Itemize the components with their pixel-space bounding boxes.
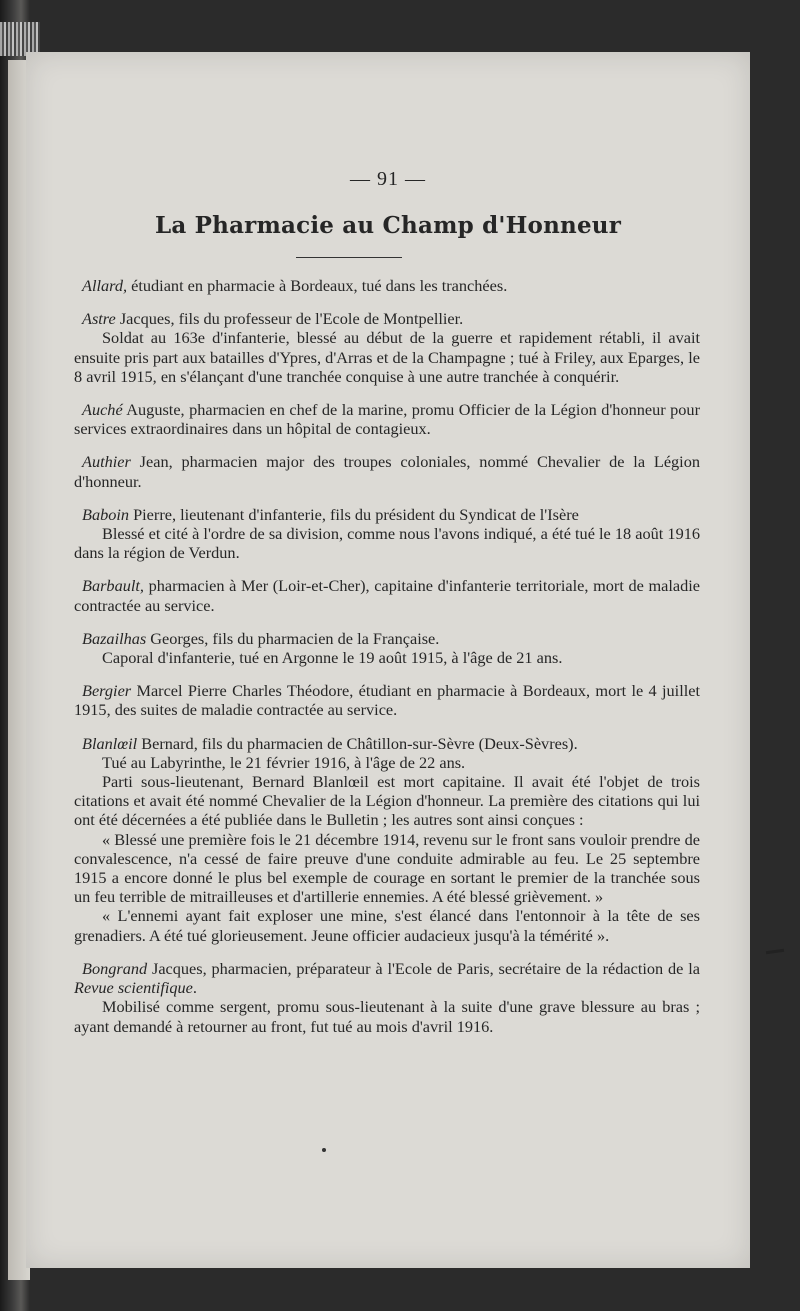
entry — [74, 309, 700, 386]
entry-paragraph — [74, 452, 700, 490]
page-number: — 91 — — [350, 168, 426, 190]
entry-text: étudiant en pharmacie à Bordeaux, tué dans les tranchées. — [127, 276, 508, 295]
entry-text-end: . — [192, 978, 197, 998]
entry-name: Blanlœil — [82, 733, 138, 753]
entry-paragraph: Caporal d'infanterie, tué en Argonne le 19 août 1915, à l'âge de 21 ans. — [102, 648, 563, 668]
entry-text: Bernard, fils du pharmacien de Châtillon-sur-Sèvre (Deux-Sèvres). — [137, 733, 578, 753]
margin-mark — [766, 949, 784, 954]
entry-name: Barbault, — [82, 576, 144, 596]
ink-dot — [322, 1148, 326, 1152]
entry-paragraph: Tué au Labyrinthe, le 21 février 1916, à l'âge de 22 ans. — [102, 752, 466, 772]
book-page — [26, 52, 750, 1268]
entry — [74, 734, 700, 945]
entry-text: Jean, pharmacien major des troupes coloniales, nommé Chevalier de la Légion d'honneur. — [74, 452, 700, 491]
entry-text: Georges, fils du pharmacien de la Française. — [146, 628, 440, 648]
entry-paragraph — [74, 629, 700, 648]
entry-paragraph: « L'ennemi ayant fait exploser une mine, s'est élancé dans l'entonnoir à la tête de ses grenadiers. A été tué glorieusement. Jeune officier audacieux jusqu'à la témérité ». — [74, 906, 700, 945]
entry-paragraph — [74, 681, 700, 719]
title-rule — [296, 257, 402, 258]
entry-paragraph: « Blessé une première fois le 21 décembre 1914, revenu sur le front sans vouloir prendre de convalescence, n'a cessé de faire preuve d'une conduite admirable au feu. Le 25 septembre 1915 a encore donné le plus bel exemple de courage en sortant le premier de la tranchée sous un feu terrible de mitrailleuses et d'artillerie ennemies. A été blessé grièvement. » — [74, 829, 700, 907]
entry — [74, 629, 700, 667]
binding-tape — [0, 22, 40, 56]
entry-bongrand — [74, 959, 700, 1036]
journal-title: Revue scientifique — [74, 978, 193, 998]
entry-paragraph — [74, 309, 700, 328]
entry-name: Bergier — [82, 681, 132, 701]
entry — [74, 452, 700, 490]
entry-name: Astre — [82, 309, 116, 329]
entry-text: Pierre, lieutenant d'infanterie, fils du président du Syndicat de l'Isère — [129, 504, 579, 524]
entry — [74, 400, 700, 438]
entry-paragraph — [74, 505, 700, 524]
body-text — [74, 276, 700, 1050]
entry — [74, 681, 700, 719]
entry — [74, 505, 700, 563]
entry-name: Auché — [82, 400, 123, 420]
entry-name: Bongrand — [82, 958, 148, 978]
entry-text: Jacques, fils du professeur de l'Ecole de Montpellier. — [115, 309, 464, 329]
entry-text: Jacques, pharmacien, préparateur à l'Ecole de Paris, secrétaire de la rédaction de la — [147, 958, 700, 978]
entry-paragraph: Mobilisé comme sergent, promu sous-lieutenant à la suite d'une grave blessure au bras ; ayant demandé à retourner au front, fut tué au mois d'avril 1916. — [74, 997, 700, 1036]
entries-list — [74, 276, 700, 945]
entry-text: Marcel Pierre Charles Théodore, étudiant en pharmacie à Bordeaux, mort le 4 juillet 1915, des suites de maladie contractée au service. — [74, 681, 700, 720]
page-title: La Pharmacie au Champ d'Honneur — [154, 212, 622, 239]
entry-paragraph: Blessé et cité à l'ordre de sa division, comme nous l'avons indiqué, a été tué le 18 août 1916 dans la région de Verdun. — [74, 524, 700, 563]
entry-text: pharmacien à Mer (Loir-et-Cher), capitaine d'infanterie territoriale, mort de maladie contractée au service. — [74, 576, 700, 615]
entry-paragraph: Parti sous-lieutenant, Bernard Blanlœil est mort capitaine. Il avait été l'objet de trois citations et avait été nommé Chevalier de la Légion d'honneur. La première des citations qui lui ont été décernées a été publiée dans le Bulletin ; les autres sont ainsi conçues : — [74, 772, 700, 830]
entry-name: Bazailhas — [82, 628, 147, 648]
entry-paragraph — [74, 734, 700, 753]
entry-name: Authier — [82, 452, 131, 472]
entry-name: Baboin — [82, 504, 130, 524]
entry — [74, 576, 700, 614]
entry-paragraph — [74, 576, 700, 614]
entry-paragraph — [74, 959, 700, 997]
entry-paragraph — [74, 400, 700, 438]
entry-text: Auguste, pharmacien en chef de la marine, promu Officier de la Légion d'honneur pour services extraordinaires dans un hôpital de contagieux. — [74, 400, 700, 439]
entry-paragraph: Soldat au 163e d'infanterie, blessé au début de la guerre et rapidement rétabli, il avait ensuite pris part aux batailles d'Ypres, d'Arras et de la Champagne ; tué à Friley, aux Eparges, le 8 avril 1915, en s'élançant d'une tranchée conquise à une autre tranchée à conquérir. — [74, 328, 700, 386]
entry — [74, 276, 700, 295]
entry-paragraph — [74, 276, 700, 295]
entry-name: Allard, — [82, 276, 128, 295]
